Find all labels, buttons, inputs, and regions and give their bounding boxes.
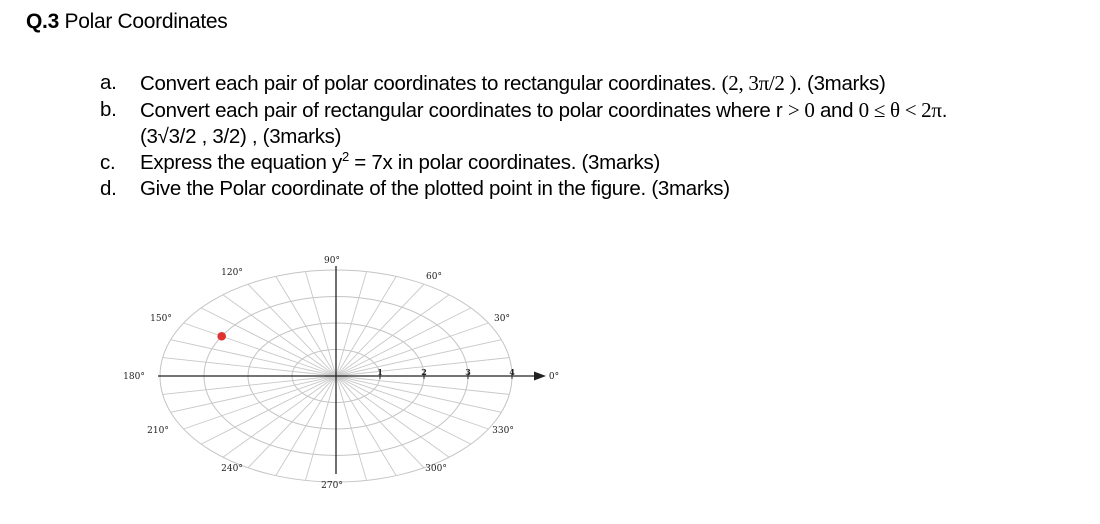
question-b-text: Convert each pair of rectangular coordinates to polar coordinates where r [140,99,788,122]
question-a-math: (2, 3π/2 ) [721,71,797,95]
radius-label-3: 3 [465,367,471,377]
question-a-label: a. [100,71,117,94]
angle-label-300: 300° [425,464,447,474]
question-b-math: > 0 [787,98,815,122]
question-b-label: b. [100,98,117,121]
question-a-text: Convert each pair of polar coordinates to rectangular coordinates. [140,72,722,95]
question-c-sup: 2 [341,149,349,165]
question-d-label: d. [100,177,117,200]
angle-label-150: 150° [150,314,172,324]
angle-label-0: 0° [548,372,560,382]
angle-label-120: 120° [221,268,243,278]
question-c-pre: Express the equation y [140,151,342,174]
question-topic: Polar Coordinates [64,10,228,33]
angle-label-90: 90° [324,256,340,266]
question-c-label: c. [100,151,116,174]
question-c-post: = 7x in polar coordinates. (3marks) [348,151,660,174]
radius-label-4: 4 [509,367,515,377]
axis-arrow-icon [534,372,546,381]
radius-label-2: 2 [421,367,427,377]
question-a-suffix: . (3marks) [796,72,886,95]
angle-label-30: 30° [494,314,510,324]
radius-label-1: 1 [377,367,383,377]
angle-label-240: 240° [221,464,243,474]
angle-label-330: 330° [492,426,514,436]
question-d-text: Give the Polar coordinate of the plotted point in the figure. (3marks) [140,177,730,200]
angle-label-210: 210° [147,426,169,436]
angle-label-270: 270° [321,481,343,491]
question-b-mid: and [814,99,859,122]
question-number: Q.3 [26,10,59,33]
question-b-math2: 0 ≤ θ < 2π [858,98,942,122]
question-b-suffix: . [941,99,948,122]
question-b-point-text: (3√3/2 , 3/2) , (3marks) [140,125,342,148]
angle-label-60: 60° [426,272,442,282]
plotted-point [217,332,226,341]
angle-label-180: 180° [123,372,145,382]
